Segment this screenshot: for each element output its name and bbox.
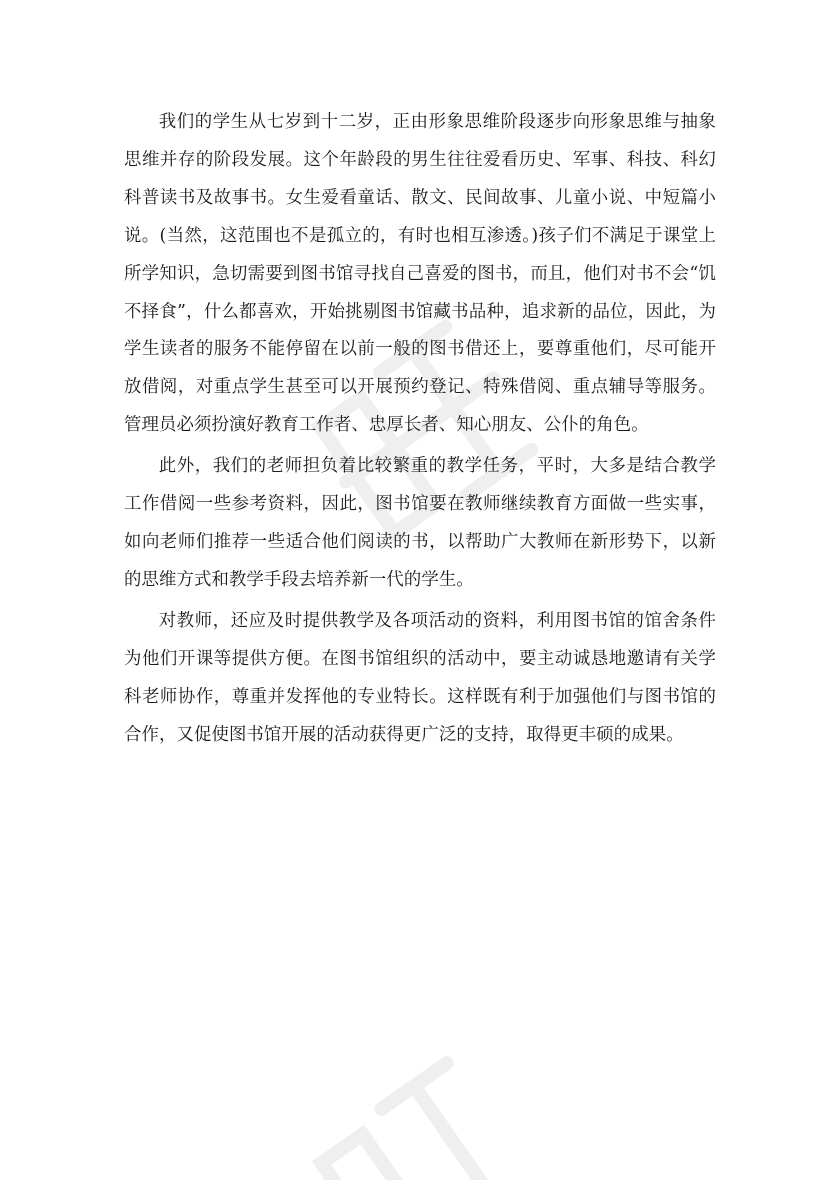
document-body (124, 104, 716, 757)
paragraph: 我们的学生从七岁到十二岁，正由形象思维阶段逐步向形象思维与抽象思维并存的阶段发展。这个年龄段的男生往往爱看历史、军事、科技、科幻科普读书及故事书。女生爱看童话、散文、民间故事、儿童小说、中短篇小说。(当然，这范围也不是孤立的，有时也相互渗透。)孩子们不满足于课堂上所学知识，急切需要到图书馆寻找自己喜爱的图书，而且，他们对书不会“饥不择食”，什么都喜欢，开始挑剔图书馆藏书品种，追求新的品位，因此，为学生读者的服务不能停留在以前一般的图书借还上，要尊重他们，尽可能开放借阅，对重点学生甚至可以开展预约登记、特殊借阅、重点辅导等服务。管理员必须扮演好教育工作者、忠厚长者、知心朋友、公仆的角色。 (124, 112, 716, 436)
watermark-logo-icon (290, 1040, 530, 1180)
paragraph: 对教师，还应及时提供教学及各项活动的资料，利用图书馆的馆舍条件为他们开课等提供方便。在图书馆组织的活动中，要主动诚恳地邀请有关学科老师协作，尊重并发挥他的专业特长。这样既有利于加强他们与图书馆的合作，又促使图书馆开展的活动获得更广泛的支持，取得更丰硕的成果。 (124, 610, 716, 745)
paragraph: 此外，我们的老师担负着比较繁重的教学任务，平时，大多是结合教学工作借阅一些参考资料，因此，图书馆要在教师继续教育方面做一些实事，如向老师们推荐一些适合他们阅读的书，以帮助广大教师在新形势下，以新的思维方式和教学手段去培养新一代的学生。 (124, 456, 716, 590)
